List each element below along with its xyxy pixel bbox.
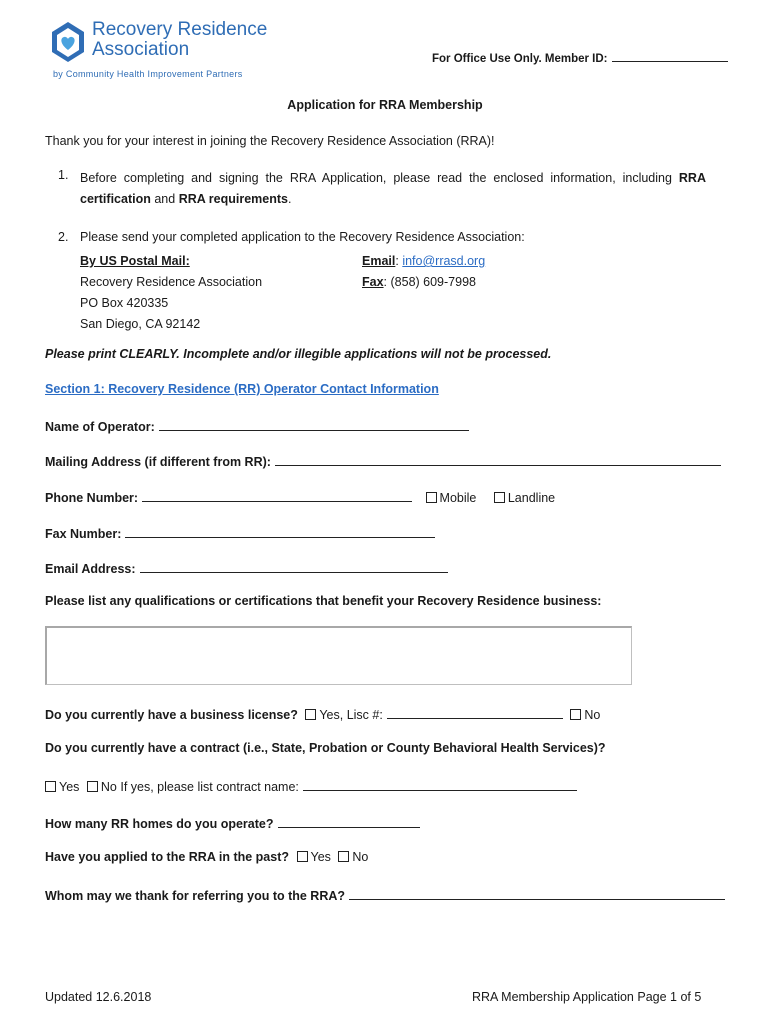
applied-row xyxy=(45,850,368,864)
intro-text: Thank you for your interest in joining the Recovery Residence Association (RRA)! xyxy=(45,134,495,148)
postal-line-3: San Diego, CA 92142 xyxy=(80,317,201,331)
office-use xyxy=(432,48,728,65)
applied-no-label: No xyxy=(352,850,369,864)
license-number-field[interactable] xyxy=(387,705,563,719)
section-1-heading: Section 1: Recovery Residence (RR) Operator Contact Information xyxy=(45,382,439,396)
email-address-field[interactable] xyxy=(140,559,448,573)
referral-row xyxy=(45,886,725,903)
contract-name-field[interactable] xyxy=(303,777,577,791)
fax-row xyxy=(45,524,435,541)
contract-question: Do you currently have a contract (i.e., State, Probation or County Behavioral Health Services)? xyxy=(45,741,606,755)
item-1-bold-a: RRA xyxy=(678,171,706,185)
homes-row xyxy=(45,814,420,831)
operator-label: Name of Operator: xyxy=(45,420,155,434)
fax-label: Fax xyxy=(362,275,384,289)
item-1-bold-b: certification xyxy=(80,192,151,206)
operator-row xyxy=(45,417,469,434)
email-link[interactable]: info@rrasd.org xyxy=(402,254,486,268)
item-2-number: 2. xyxy=(58,230,69,244)
applied-question: Have you applied to the RRA in the past? xyxy=(45,850,290,864)
applied-yes-label: Yes xyxy=(310,850,331,864)
mailing-field[interactable] xyxy=(275,452,721,466)
footer-page: RRA Membership Application Page 1 of 5 xyxy=(472,990,702,1004)
fax-number-field[interactable] xyxy=(125,524,435,538)
email-label: Email xyxy=(362,254,396,268)
contract-yes-label: Yes xyxy=(59,780,80,794)
applied-yes-checkbox[interactable] xyxy=(297,851,308,862)
license-yes-label: Yes, Lisc #: xyxy=(319,708,383,722)
office-use-label: For Office Use Only. Member ID: xyxy=(432,53,608,65)
mobile-checkbox[interactable] xyxy=(426,492,437,503)
postal-block xyxy=(80,251,262,335)
license-question: Do you currently have a business license? xyxy=(45,708,298,722)
item-1-text-c: . xyxy=(287,192,292,206)
mailing-label: Mailing Address (if different from RR): xyxy=(45,455,271,469)
contract-no-checkbox[interactable] xyxy=(87,781,98,792)
logo-line-1: Recovery Residence xyxy=(92,19,268,40)
item-2-text: Please send your completed application to the Recovery Residence Association: xyxy=(80,230,525,244)
landline-checkbox[interactable] xyxy=(494,492,505,503)
license-row xyxy=(45,705,600,722)
phone-field[interactable] xyxy=(142,488,412,502)
homes-question: How many RR homes do you operate? xyxy=(45,817,274,831)
email-address-label: Email Address: xyxy=(45,562,136,576)
fax-number-label: Fax Number: xyxy=(45,527,122,541)
phone-row xyxy=(45,488,555,505)
landline-label: Landline xyxy=(507,491,556,505)
contract-yes-checkbox[interactable] xyxy=(45,781,56,792)
qualifications-label: Please list any qualifications or certifications that benefit your Recovery Residence business: xyxy=(45,594,602,608)
mailing-row xyxy=(45,452,721,469)
item-1 xyxy=(80,168,706,210)
item-1-text-b: and xyxy=(154,192,176,206)
fax-value: (858) 609-7998 xyxy=(390,275,476,289)
footer-updated: Updated 12.6.2018 xyxy=(45,990,152,1004)
logo xyxy=(50,18,270,82)
mobile-label: Mobile xyxy=(439,491,477,505)
postal-label: By US Postal Mail: xyxy=(80,254,190,268)
page-title: Application for RRA Membership xyxy=(287,98,483,112)
homes-field[interactable] xyxy=(278,814,420,828)
item-1-text-a: Before completing and signing the RRA Application, please read the enclosed information, including xyxy=(80,171,672,185)
contract-row xyxy=(45,777,577,794)
qualifications-textarea[interactable] xyxy=(45,626,632,685)
license-no-label: No xyxy=(584,708,601,722)
house-heart-icon xyxy=(50,20,86,62)
contract-no-label: No If yes, please list contract name: xyxy=(100,780,299,794)
print-notice: Please print CLEARLY. Incomplete and/or illegible applications will not be processed. xyxy=(45,347,552,361)
license-no-checkbox[interactable] xyxy=(570,709,581,720)
contact-block: Email: info@rrasd.org Fax: (858) 609-7998 xyxy=(362,254,486,289)
logo-subtitle: by Community Health Improvement Partners xyxy=(53,69,243,79)
phone-label: Phone Number: xyxy=(45,491,139,505)
postal-line-1: Recovery Residence Association xyxy=(80,275,263,289)
postal-line-2: PO Box 420335 xyxy=(80,296,169,310)
applied-no-checkbox[interactable] xyxy=(338,851,349,862)
referral-field[interactable] xyxy=(349,886,725,900)
operator-field[interactable] xyxy=(159,417,469,431)
referral-question: Whom may we thank for referring you to the RRA? xyxy=(45,889,346,903)
email-row xyxy=(45,559,448,576)
member-id-field[interactable] xyxy=(612,48,728,62)
item-1-bold-c: RRA requirements xyxy=(178,192,288,206)
item-1-number: 1. xyxy=(58,168,69,182)
license-yes-checkbox[interactable] xyxy=(305,709,316,720)
logo-line-2: Association xyxy=(92,39,190,60)
